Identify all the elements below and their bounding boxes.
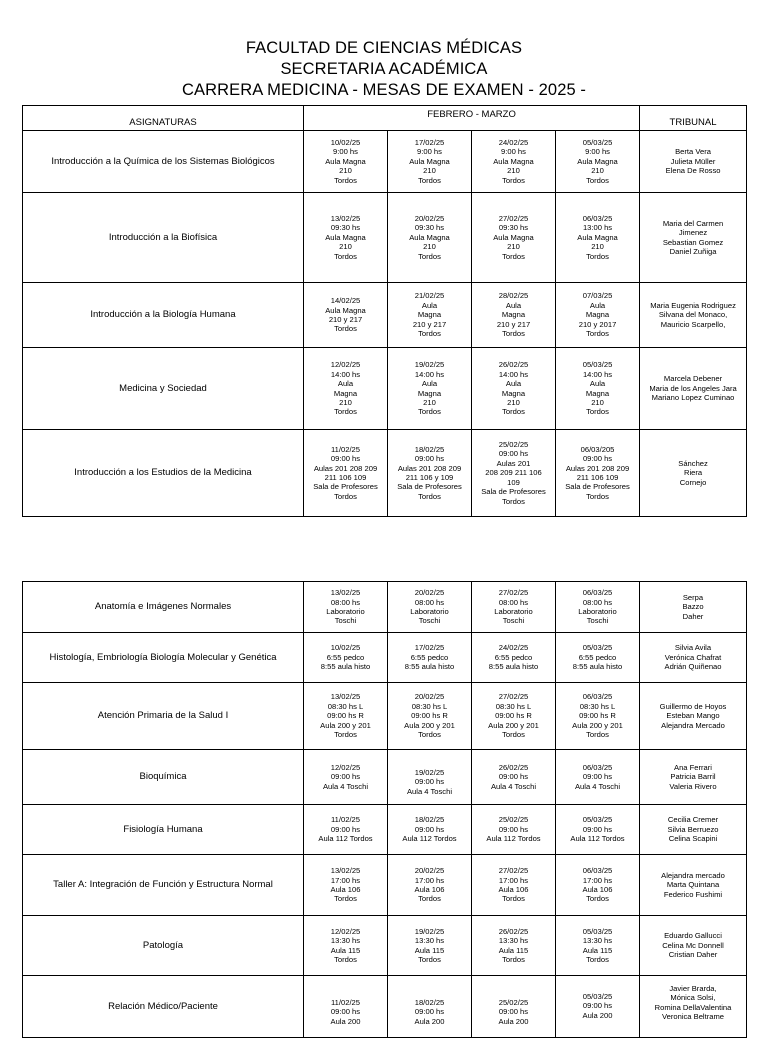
secretary-title: SECRETARIA ACADÉMICA xyxy=(280,60,488,78)
faculty-title: FACULTAD DE CIENCIAS MÉDICAS xyxy=(245,39,523,57)
table-row xyxy=(23,582,747,633)
date-cell: 20/02/25 08:00 hs Laboratorio Toschi xyxy=(388,582,472,633)
date-cell: 20/02/25 08:30 hs L 09:00 hs R Aula 200 y 201 Tordos xyxy=(388,683,472,750)
date-cell: 27/02/25 17:00 hs Aula 106 Tordos xyxy=(472,855,556,916)
table-row xyxy=(23,131,747,193)
date-cell: 27/02/25 08:30 hs L 09:00 hs R Aula 200 y 201 Tordos xyxy=(472,683,556,750)
date-cell: 24/02/25 6:55 pedco 8:55 aula histo xyxy=(472,633,556,683)
tribunal-cell: Ana Ferrari Patricia Barril Valeria Rivero xyxy=(640,750,747,805)
date-cell: 11/02/25 09:00 hs Aulas 201 208 209 211 106 109 Sala de Profesores Tordos xyxy=(304,430,388,517)
date-cell: 06/03/25 13:00 hs Aula Magna 210 Tordos xyxy=(556,193,640,283)
tribunal-cell: Alejandra mercado Marta Quintana Federico Fushimi xyxy=(640,855,747,916)
date-cell: 19/02/25 09:00 hs Aula 4 Toschi xyxy=(388,750,472,805)
date-cell: 12/02/25 13:30 hs Aula 115 Tordos xyxy=(304,916,388,976)
table-row xyxy=(23,750,747,805)
date-cell: 21/02/25 Aula Magna 210 y 217 Tordos xyxy=(388,283,472,348)
period-header: FEBRERO - MARZO xyxy=(304,106,640,131)
tribunal-cell: Eduardo Gallucci Celina Mc Donnell Cristian Daher xyxy=(640,916,747,976)
exam-title: CARRERA MEDICINA - MESAS DE EXAMEN - 2025 - xyxy=(181,81,587,99)
date-cell: 06/03/205 09:00 hs Aulas 201 208 209 211 106 109 Sala de Profesores Tordos xyxy=(556,430,640,517)
tribunal-cell: Guillermo de Hoyos Esteban Mango Alejandra Mercado xyxy=(640,683,747,750)
date-cell: 06/03/25 17:00 hs Aula 106 Tordos xyxy=(556,855,640,916)
date-cell: 27/02/25 09:30 hs Aula Magna 210 Tordos xyxy=(472,193,556,283)
date-cell: 26/02/25 13:30 hs Aula 115 Tordos xyxy=(472,916,556,976)
date-cell: 06/03/25 08:30 hs L 09:00 hs R Aula 200 y 201 Tordos xyxy=(556,683,640,750)
subject-cell: Anatomía e Imágenes Normales xyxy=(23,582,304,633)
subject-cell: Histología, Embriología Biología Molecular y Genética xyxy=(23,633,304,683)
table-header-row xyxy=(23,106,747,131)
subject-cell: Bioquímica xyxy=(23,750,304,805)
table-row xyxy=(23,633,747,683)
date-cell: 26/02/25 14:00 hs Aula Magna 210 Tordos xyxy=(472,348,556,430)
date-cell: 05/03/25 13:30 hs Aula 115 Tordos xyxy=(556,916,640,976)
date-cell: 11/02/25 09:00 hs Aula 200 xyxy=(304,976,388,1038)
exam-table-1 xyxy=(22,105,747,517)
date-cell: 24/02/25 9:00 hs Aula Magna 210 Tordos xyxy=(472,131,556,193)
date-cell: 25/02/25 09:00 hs Aula 112 Tordos xyxy=(472,805,556,855)
date-cell: 12/02/25 14:00 hs Aula Magna 210 Tordos xyxy=(304,348,388,430)
subject-cell: Fisiología Humana xyxy=(23,805,304,855)
subjects-header: ASIGNATURAS xyxy=(23,106,304,131)
tribunal-cell: Maria Eugenia Rodriguez Silvana del Monaco, Mauricio Scarpello, xyxy=(640,283,747,348)
date-cell: 05/03/25 09:00 hs Aula 200 xyxy=(556,976,640,1038)
date-cell: 05/03/25 6:55 pedco 8:55 aula histo xyxy=(556,633,640,683)
tribunal-cell: Berta Vera Julieta Müller Elena De Rosso xyxy=(640,131,747,193)
date-cell: 19/02/25 14:00 hs Aula Magna 210 Tordos xyxy=(388,348,472,430)
table-row xyxy=(23,348,747,430)
date-cell: 18/02/25 09:00 hs Aula 200 xyxy=(388,976,472,1038)
tribunal-cell: Marcela Debener Maria de los Angeles Jara Mariano Lopez Cuminao xyxy=(640,348,747,430)
date-cell: 20/02/25 09:30 hs Aula Magna 210 Tordos xyxy=(388,193,472,283)
tribunal-cell: Silvia Avila Verónica Chafrat Adrián Quiñenao xyxy=(640,633,747,683)
tribunal-cell: Serpa Bazzo Daher xyxy=(640,582,747,633)
table-row xyxy=(23,283,747,348)
subject-cell: Atención Primaria de la Salud I xyxy=(23,683,304,750)
document-header xyxy=(0,38,768,101)
date-cell: 13/02/25 17:00 hs Aula 106 Tordos xyxy=(304,855,388,916)
date-cell: 18/02/25 09:00 hs Aula 112 Tordos xyxy=(388,805,472,855)
subject-cell: Medicina y Sociedad xyxy=(23,348,304,430)
date-cell: 13/02/25 08:00 hs Laboratorio Toschi xyxy=(304,582,388,633)
date-cell: 06/03/25 08:00 hs Laboratorio Toschi xyxy=(556,582,640,633)
date-cell: 07/03/25 Aula Magna 210 y 2017 Tordos xyxy=(556,283,640,348)
subject-cell: Patología xyxy=(23,916,304,976)
date-cell: 12/02/25 09:00 hs Aula 4 Toschi xyxy=(304,750,388,805)
table-row xyxy=(23,805,747,855)
table-row xyxy=(23,430,747,517)
date-cell: 17/02/25 9:00 hs Aula Magna 210 Tordos xyxy=(388,131,472,193)
date-cell: 28/02/25 Aula Magna 210 y 217 Tordos xyxy=(472,283,556,348)
date-cell: 19/02/25 13:30 hs Aula 115 Tordos xyxy=(388,916,472,976)
date-cell: 14/02/25 Aula Magna 210 y 217 Tordos xyxy=(304,283,388,348)
date-cell: 11/02/25 09:00 hs Aula 112 Tordos xyxy=(304,805,388,855)
table-row xyxy=(23,855,747,916)
date-cell: 25/02/25 09:00 hs Aula 200 xyxy=(472,976,556,1038)
date-cell: 20/02/25 17:00 hs Aula 106 Tordos xyxy=(388,855,472,916)
date-cell: 13/02/25 08:30 hs L 09:00 hs R Aula 200 y 201 Tordos xyxy=(304,683,388,750)
table-row xyxy=(23,683,747,750)
date-cell: 18/02/25 09:00 hs Aulas 201 208 209 211 106 y 109 Sala de Profesores Tordos xyxy=(388,430,472,517)
date-cell: 05/03/25 9:00 hs Aula Magna 210 Tordos xyxy=(556,131,640,193)
date-cell: 17/02/25 6:55 pedco 8:55 aula histo xyxy=(388,633,472,683)
subject-cell: Taller A: Integración de Función y Estructura Normal xyxy=(23,855,304,916)
date-cell: 10/02/25 9:00 hs Aula Magna 210 Tordos xyxy=(304,131,388,193)
tribunal-cell: Maria del Carmen Jimenez Sebastian Gomez Daniel Zuñiga xyxy=(640,193,747,283)
date-cell: 27/02/25 08:00 hs Laboratorio Toschi xyxy=(472,582,556,633)
table-row xyxy=(23,976,747,1038)
table-row xyxy=(23,193,747,283)
date-cell: 13/02/25 09:30 hs Aula Magna 210 Tordos xyxy=(304,193,388,283)
date-cell: 10/02/25 6:55 pedco 8:55 aula histo xyxy=(304,633,388,683)
date-cell: 26/02/25 09:00 hs Aula 4 Toschi xyxy=(472,750,556,805)
date-cell: 05/03/25 09:00 hs Aula 112 Tordos xyxy=(556,805,640,855)
subject-cell: Introducción a la Química de los Sistemas Biológicos xyxy=(23,131,304,193)
tribunal-cell: Javier Brarda, Mónica Solsi, Romina DellaValentina Veronica Beltrame xyxy=(640,976,747,1038)
tribunal-cell: Sánchez Riera Cornejo xyxy=(640,430,747,517)
tribunal-cell: Cecilia Cremer Silvia Berruezo Celina Scapini xyxy=(640,805,747,855)
date-cell: 05/03/25 14:00 hs Aula Magna 210 Tordos xyxy=(556,348,640,430)
subject-cell: Relación Médico/Paciente xyxy=(23,976,304,1038)
subject-cell: Introducción a los Estudios de la Medicina xyxy=(23,430,304,517)
date-cell: 06/03/25 09:00 hs Aula 4 Toschi xyxy=(556,750,640,805)
subject-cell: Introducción a la Biofísica xyxy=(23,193,304,283)
date-cell: 25/02/25 09:00 hs Aulas 201 208 209 211 106 109 Sala de Profesores Tordos xyxy=(472,430,556,517)
exam-table-2 xyxy=(22,581,747,1038)
table-row xyxy=(23,916,747,976)
subject-cell: Introducción a la Biología Humana xyxy=(23,283,304,348)
tribunal-header: TRIBUNAL xyxy=(640,106,747,131)
